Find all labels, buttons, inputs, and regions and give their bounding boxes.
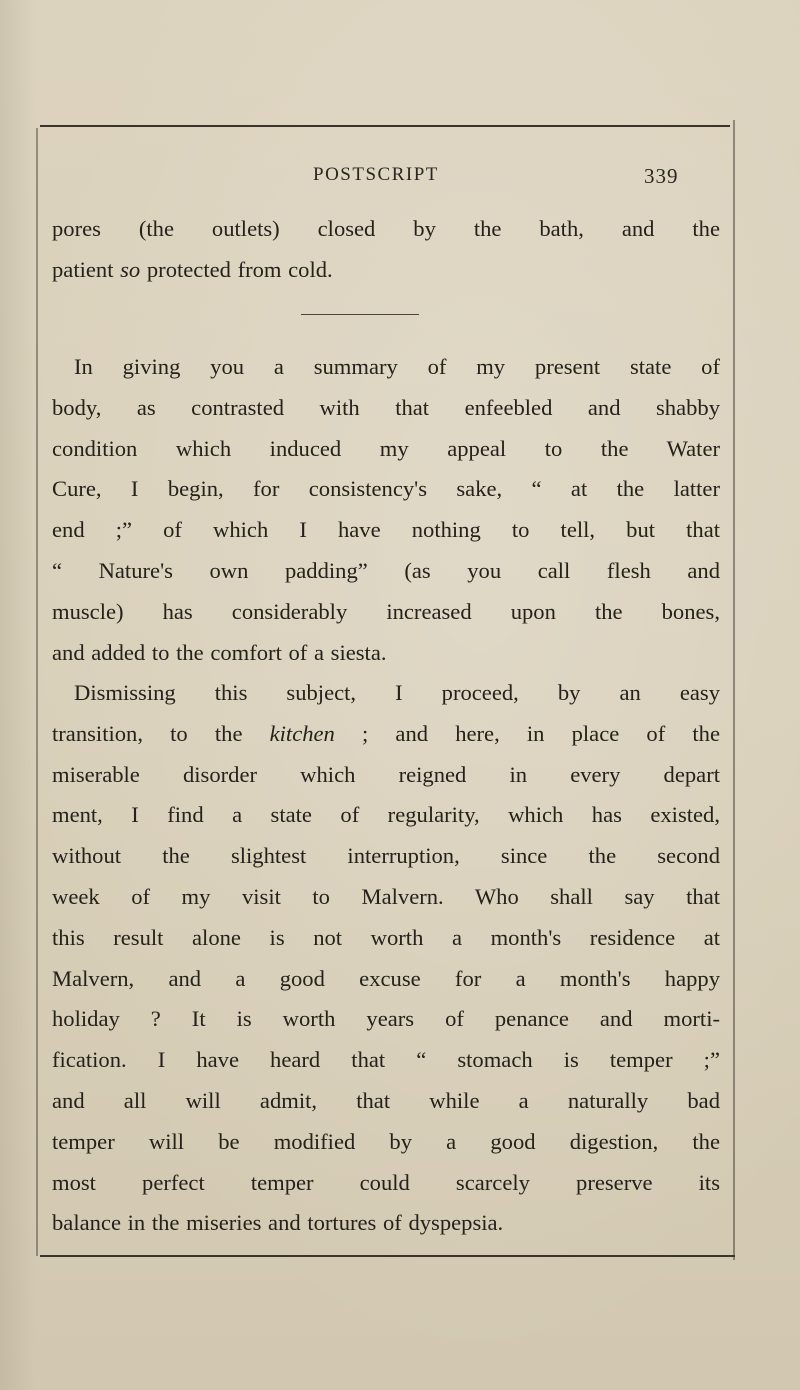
text-line: muscle) has considerably increased upon the bones, [52, 598, 720, 624]
text-line: holiday ? It is worth years of penance and morti- [52, 1006, 720, 1032]
bottom-rule [40, 1255, 735, 1257]
text-line: balance in the miseries and tortures of dyspepsia. [52, 1210, 504, 1236]
emphasis-text: so [120, 256, 141, 282]
paragraph-continuation [52, 209, 720, 291]
text-line: end ;” of which I have nothing to tell, but that [52, 517, 720, 543]
text-line: In giving you a summary of my present state of [74, 354, 720, 379]
text-line: this result alone is not worth a month's residence at [52, 924, 720, 950]
text-line: temper will be modified by a good digestion, the [52, 1128, 720, 1154]
text-line: pores (the outlets) closed by the bath, and the [52, 216, 720, 241]
text-line: miserable disorder which reigned in every depart [52, 761, 720, 787]
text-line: and added to the comfort of a siesta. [52, 639, 387, 665]
text-line [52, 250, 720, 291]
left-margin-rule [36, 128, 38, 1256]
text-line: body, as contrasted with that enfeebled and shabby [52, 394, 720, 420]
text-line: and all will admit, that while a naturally bad [52, 1087, 720, 1113]
text-line: transition, to the kitchen ; and here, in place of the [52, 720, 720, 746]
text-line: week of my visit to Malvern. Who shall say that [52, 883, 720, 909]
right-margin-rule [733, 120, 735, 1260]
text-line: ment, I find a state of regularity, which has existed, [52, 802, 720, 828]
text-line-content: patient so protected from cold. [52, 256, 333, 282]
text-line: “ Nature's own padding” (as you call flesh and [52, 557, 720, 583]
paragraph-kitchen [52, 673, 720, 1244]
running-header [0, 164, 800, 194]
section-divider [301, 314, 419, 315]
text-line: Malvern, and a good excuse for a month's happy [52, 965, 720, 991]
text-line: Dismissing this subject, I proceed, by an easy [74, 680, 720, 705]
top-rule [40, 125, 730, 127]
text-line: without the slightest interruption, since the second [52, 843, 720, 869]
emphasis-text: kitchen [269, 720, 335, 746]
text-line: condition which induced my appeal to the Water [52, 435, 720, 461]
text-line: Cure, I begin, for consistency's sake, “ at the latter [52, 476, 720, 502]
running-title: POSTSCRIPT [313, 164, 439, 185]
page-number: 339 [644, 164, 679, 188]
text-line: fication. I have heard that “ stomach is temper ;” [52, 1047, 720, 1073]
page-edge-shadow [0, 0, 36, 1390]
paragraph-summary [52, 347, 720, 673]
text-line: most perfect temper could scarcely preserve its [52, 1169, 720, 1195]
